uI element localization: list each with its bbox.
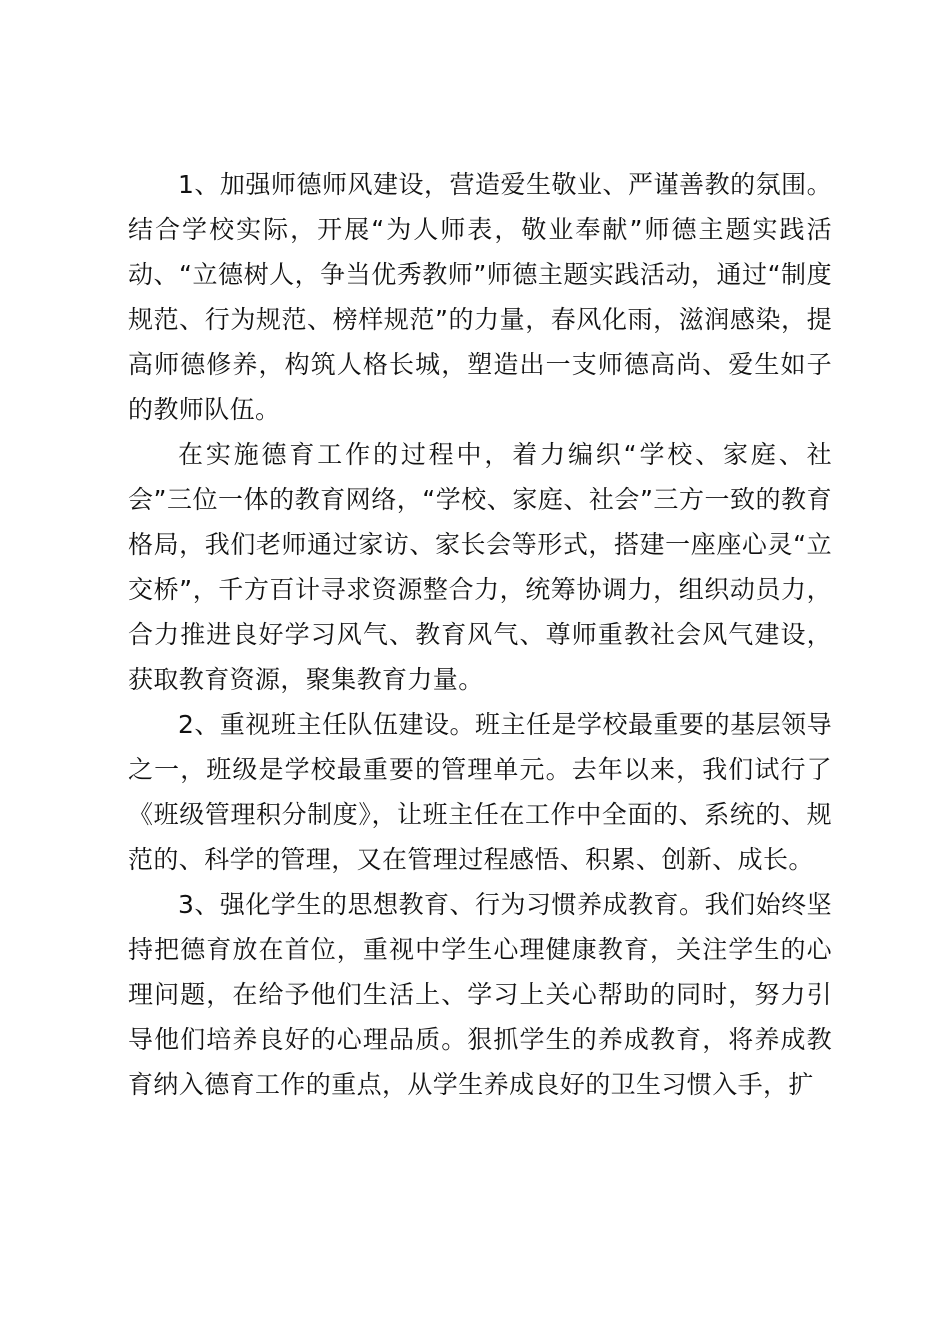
paragraph-teacher-ethics: 1、加强师德师风建设，营造爱生敬业、严谨善教的氛围。结合学校实际，开展“为人师表，敬业奉献”师德主题实践活动、“立德树人，争当优秀教师”师德主题实践活动，通过“制度规范、行为规范、榜样规范”的力量，春风化雨，滋润感染，提高师德修养，构筑人格长城，塑造出一支师德高尚、爱生如子的教师队伍。: [128, 170, 832, 424]
document-body: [128, 162, 832, 1107]
paragraph-student-education: 3、强化学生的思想教育、行为习惯养成教育。我们始终坚持把德育放在首位，重视中学生心理健康教育，关注学生的心理问题，在给予他们生活上、学习上关心帮助的同时，努力引导他们培养良好的心理品质。狠抓学生的养成教育，将养成教育纳入德育工作的重点，从学生养成良好的卫生习惯入手，扩: [128, 890, 832, 1099]
paragraph-education-network: 在实施德育工作的过程中，着力编织“学校、家庭、社会”三位一体的教育网络，“学校、家庭、社会”三方一致的教育格局，我们老师通过家访、家长会等形式，搭建一座座心灵“立交桥”，千方百计寻求资源整合力，统筹协调力，组织动员力，合力推进良好学习风气、教育风气、尊师重教社会风气建设，获取教育资源，聚集教育力量。: [128, 440, 832, 694]
paragraph-head-teacher-team: 2、重视班主任队伍建设。班主任是学校最重要的基层领导之一，班级是学校最重要的管理单元。去年以来，我们试行了《班级管理积分制度》，让班主任在工作中全面的、系统的、规范的、科学的管理，又在管理过程感悟、积累、创新、成长。: [128, 710, 832, 874]
